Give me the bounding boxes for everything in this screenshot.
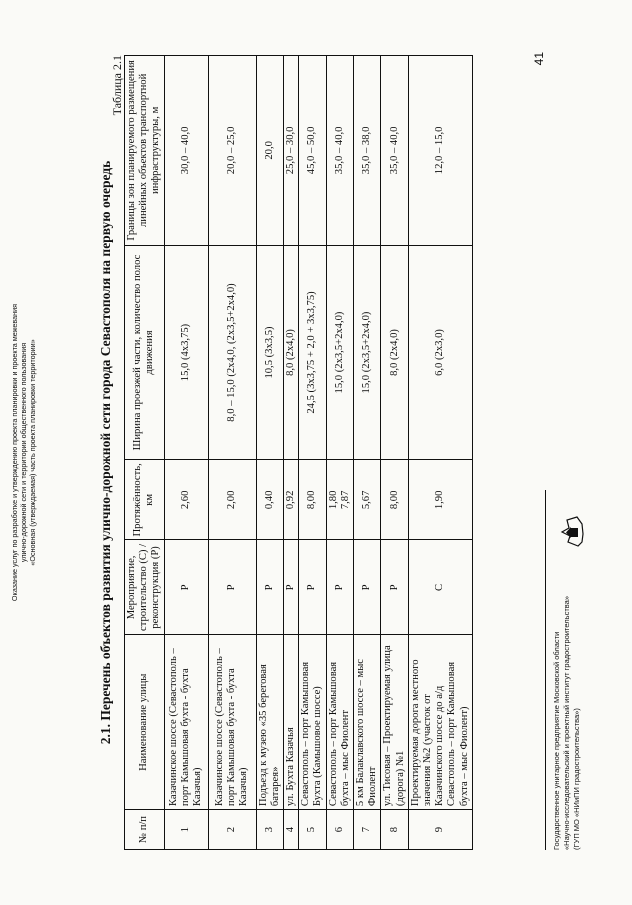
cell-street: Подъезд к музею «35 береговая батарея» — [256, 635, 283, 810]
cell-zone: 35,0 – 40,0 — [381, 56, 408, 246]
cell-width: 10,5 (3х3,5) — [256, 245, 283, 460]
cell-num: 9 — [408, 810, 472, 850]
table-row — [354, 56, 381, 850]
cell-width: 8,0 (2х4,0) — [284, 245, 299, 460]
cell-width: 15,0 (2х3,5+2х4,0) — [326, 245, 353, 460]
cell-zone: 35,0 – 40,0 — [326, 56, 353, 246]
table-body — [164, 56, 472, 850]
cell-zone: 12,0 – 15,0 — [408, 56, 472, 246]
cell-action: Р — [299, 540, 326, 635]
cell-num: 5 — [299, 810, 326, 850]
cell-length: 8,00 — [381, 460, 408, 540]
table-header-row — [125, 56, 165, 850]
footer — [552, 596, 583, 850]
cell-action: Р — [354, 540, 381, 635]
cell-action: Р — [208, 540, 256, 635]
cell-zone: 25,0 – 30,0 — [284, 56, 299, 246]
header-line-1: Оказание услуг по разработке и утверждению проекта планировки и проекта межевания — [10, 303, 19, 602]
table-label: Таблица 2.1 — [110, 55, 124, 116]
cell-length: 8,00 — [299, 460, 326, 540]
cell-action: Р — [164, 540, 208, 635]
table-row — [408, 56, 472, 850]
cell-zone: 20,0 – 25,0 — [208, 56, 256, 246]
cell-street: Казачинское шоссе (Севастополь – порт Камышовая бухта - бухта Казачья) — [208, 635, 256, 810]
cell-width: 8,0 – 15,0 (2х4,0, (2х3,5+2х4,0) — [208, 245, 256, 460]
cell-length: 0,92 — [284, 460, 299, 540]
cell-action: Р — [256, 540, 283, 635]
cell-street: Казачинское шоссе (Севастополь – порт Камышовая бухта - бухта Казачья) — [164, 635, 208, 810]
cell-action: С — [408, 540, 472, 635]
cell-num: 8 — [381, 810, 408, 850]
header-line-3: «Основная (утверждаемая) часть проекта планировки территории» — [28, 339, 37, 566]
cell-width: 6,0 (2х3,0) — [408, 245, 472, 460]
cell-num: 3 — [256, 810, 283, 850]
header-width: Ширина проезжей части, количество полос движения — [125, 245, 165, 460]
cell-length: 5,67 — [354, 460, 381, 540]
cell-length: 0,40 — [256, 460, 283, 540]
table-row — [381, 56, 408, 850]
footer-line-3: (ГУП МО «НИиПИ градостроительства») — [572, 708, 582, 850]
header-zone: Границы зон планируемого размещения линейных объектов транспортной инфраструктуры, м — [125, 56, 165, 246]
cell-street: ул. Тисовая – Проектируемая улица (дорога) №1 — [381, 635, 408, 810]
cell-action: Р — [381, 540, 408, 635]
table-row — [284, 56, 299, 850]
cell-street: 5 км Балаклавского шоссе – мыс Фиолент — [354, 635, 381, 810]
cell-action: Р — [284, 540, 299, 635]
cell-street: Проектируемая дорога местного значения №2 (участок от Казачинского шоссе до а/д Севастополь – порт Камышовая бухта – мыс Фиолент) — [408, 635, 472, 810]
roads-table — [124, 55, 473, 850]
cell-street: Севастополь – порт Камышовая Бухта (Камышовое шоссе) — [299, 635, 326, 810]
section-title: 2.1. Перечень объектов развития улично-дорожной сети города Севастополя на первую очередь — [98, 160, 113, 745]
table-row — [299, 56, 326, 850]
header-line-2: улично-дорожной сети и территории общественного пользования — [19, 342, 28, 563]
page-number: 41 — [532, 52, 546, 66]
cell-street: Севастополь – порт Камышовая бухта – мыс Фиолент — [326, 635, 353, 810]
cell-length: 1,90 — [408, 460, 472, 540]
header-length: Протяжённость, км — [125, 460, 165, 540]
header-action: Мероприятие, строительство (С) / реконструкция (Р) — [125, 540, 165, 635]
header-num: № п/п — [125, 810, 165, 850]
cell-zone: 35,0 – 38,0 — [354, 56, 381, 246]
cell-length: 1,80 7,87 — [326, 460, 353, 540]
cell-num: 1 — [164, 810, 208, 850]
table-row — [208, 56, 256, 850]
table-row — [326, 56, 353, 850]
table-row — [164, 56, 208, 850]
table-row — [256, 56, 283, 850]
institute-emblem-icon — [558, 514, 586, 550]
cell-zone: 20,0 — [256, 56, 283, 246]
cell-action: Р — [326, 540, 353, 635]
footer-line-2: «Научно-исследовательский и проектный институт градостроительства» — [562, 596, 572, 850]
cell-zone: 45,0 – 50,0 — [299, 56, 326, 246]
footer-divider — [545, 490, 546, 850]
cell-num: 6 — [326, 810, 353, 850]
cell-num: 2 — [208, 810, 256, 850]
cell-num: 4 — [284, 810, 299, 850]
cell-length: 2,60 — [164, 460, 208, 540]
cell-length: 2,00 — [208, 460, 256, 540]
cell-width: 15,0 (4х3,75) — [164, 245, 208, 460]
cell-width: 8,0 (2х4,0) — [381, 245, 408, 460]
cell-num: 7 — [354, 810, 381, 850]
header-street: Наименование улицы — [125, 635, 165, 810]
cell-width: 15,0 (2х3,5+2х4,0) — [354, 245, 381, 460]
cell-width: 24,5 (3х3,75 + 2,0 + 3х3,75) — [299, 245, 326, 460]
cell-zone: 30,0 – 40,0 — [164, 56, 208, 246]
footer-line-1: Государственное унитарное предприятие Московской области — [552, 631, 561, 850]
cell-street: ул. Бухта Казачья — [284, 635, 299, 810]
